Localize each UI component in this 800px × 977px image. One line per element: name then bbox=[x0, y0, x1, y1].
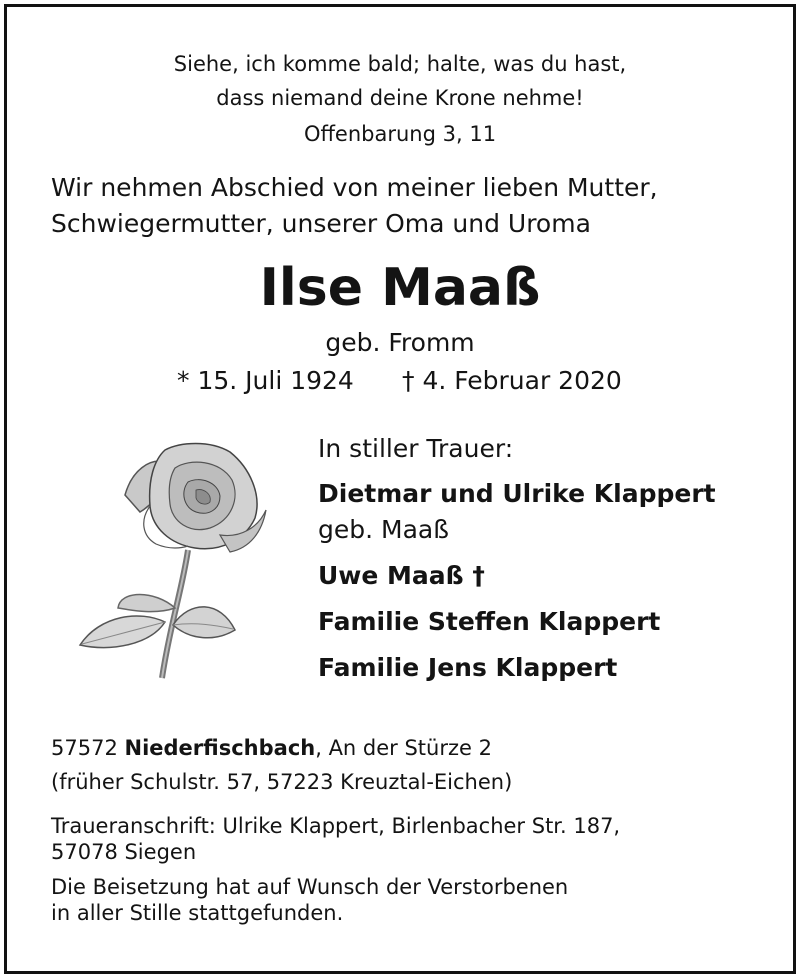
mourner-2-name: Uwe Maaß † bbox=[318, 561, 485, 590]
intro-line-2: Schwiegermutter, unserer Oma und Uroma bbox=[51, 209, 591, 238]
mourning-address-line-2: 57078 Siegen bbox=[51, 840, 197, 864]
deceased-name: Ilse Maaß bbox=[259, 258, 541, 318]
street: , An der Stürze 2 bbox=[315, 736, 492, 760]
home-address bbox=[51, 736, 492, 760]
postal-code: 57572 bbox=[51, 736, 118, 760]
mourning-address-line-1: Traueranschrift: Ulrike Klappert, Birlenbacher Str. 187, bbox=[51, 814, 621, 838]
note-line-2: in aller Stille stattgefunden. bbox=[51, 901, 344, 925]
birth-date: * 15. Juli 1924 bbox=[177, 366, 354, 395]
verse-reference: Offenbarung 3, 11 bbox=[303, 122, 497, 146]
mourner-3-name: Familie Steffen Klappert bbox=[318, 607, 661, 636]
verse-line-1: Siehe, ich komme bald; halte, was du hast, bbox=[173, 52, 627, 76]
verse-line-2: dass niemand deine Krone nehme! bbox=[216, 86, 584, 110]
death-date: † 4. Februar 2020 bbox=[402, 366, 622, 395]
maiden-name: geb. Fromm bbox=[325, 328, 475, 357]
city: Niederfischbach bbox=[124, 736, 316, 760]
mourner-4-name: Familie Jens Klappert bbox=[318, 653, 618, 682]
rose-icon bbox=[70, 440, 285, 685]
mourner-1-name: Dietmar und Ulrike Klappert bbox=[318, 479, 716, 508]
mourner-1-note: geb. Maaß bbox=[318, 515, 449, 544]
note-line-1: Die Beisetzung hat auf Wunsch der Verstorbenen bbox=[51, 875, 569, 899]
mourners-heading: In stiller Trauer: bbox=[318, 434, 514, 463]
intro-line-1: Wir nehmen Abschied von meiner lieben Mutter, bbox=[51, 173, 658, 202]
former-address: (früher Schulstr. 57, 57223 Kreuztal-Eichen) bbox=[51, 770, 513, 794]
